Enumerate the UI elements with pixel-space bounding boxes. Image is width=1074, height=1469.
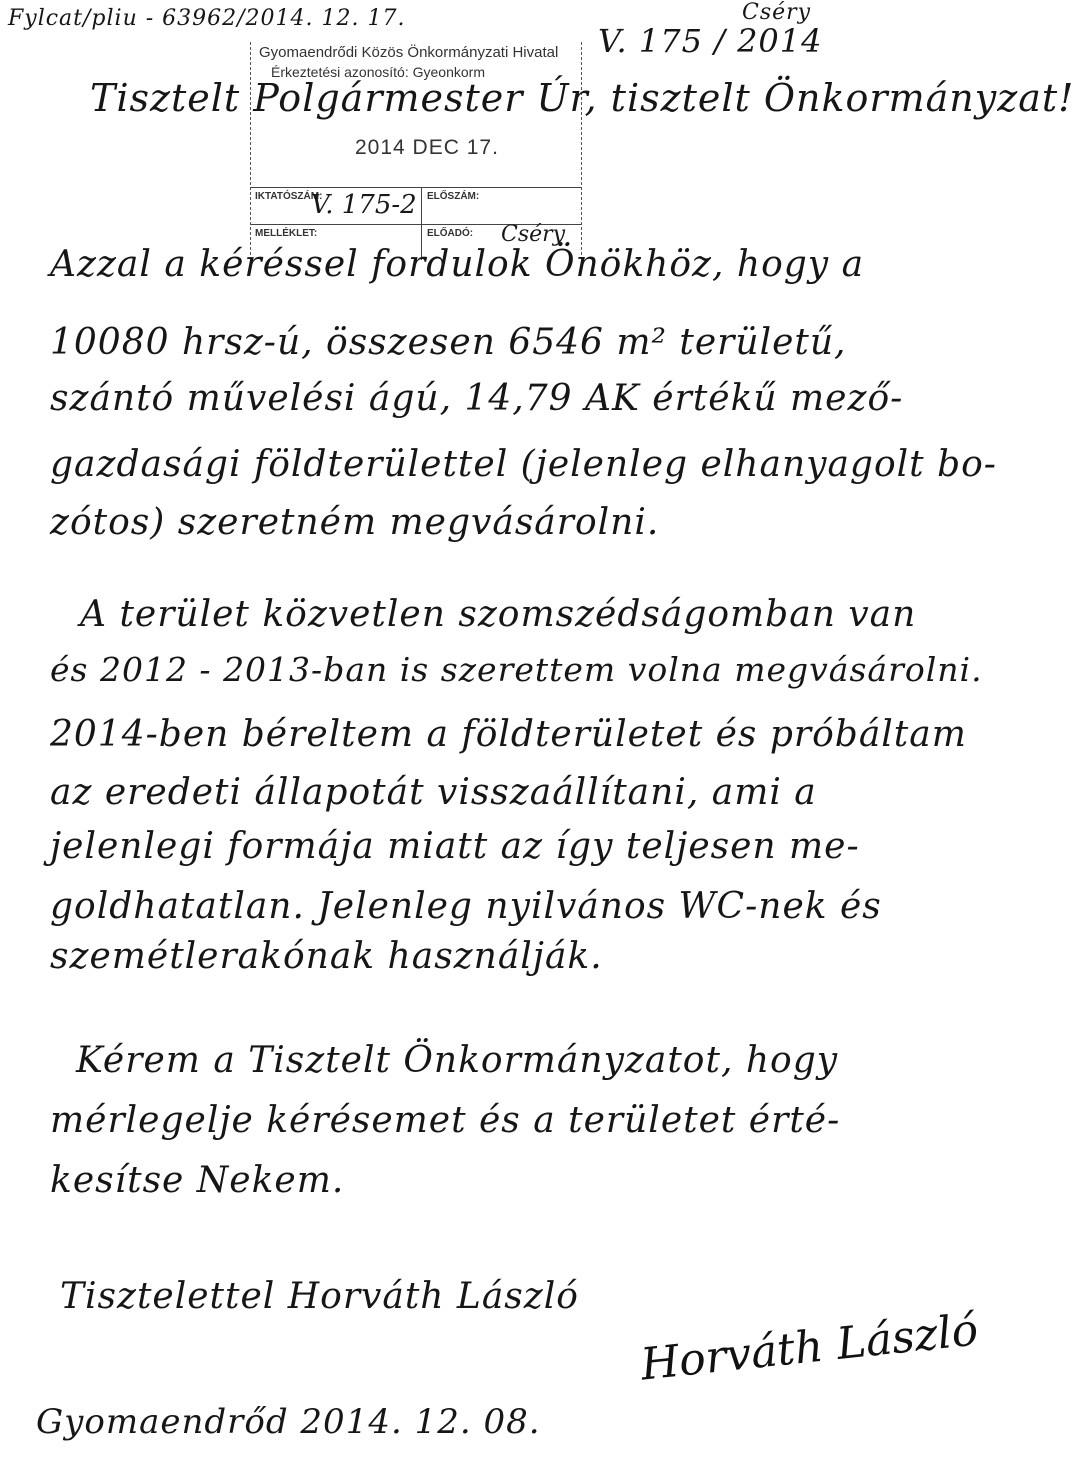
stamp-date: 2014 DEC 17. bbox=[355, 136, 499, 159]
eloado-label: ELŐADÓ: bbox=[427, 228, 474, 239]
closing: Tisztelettel Horváth László bbox=[60, 1276, 579, 1317]
text-line: Azzal a kéréssel fordulok Önökhöz, hogy a bbox=[50, 244, 865, 285]
top-note: Fylcat/pliu - 63962/2014. 12. 17. bbox=[8, 6, 406, 31]
iktatoszam-value: V. 175-2 bbox=[311, 190, 417, 220]
text-line: goldhatatlan. Jelenleg nyilvános WC-nek és bbox=[50, 886, 882, 927]
text-line: mérlegelje kérésemet és a területet érté- bbox=[50, 1100, 841, 1141]
text-line: kesítse Nekem. bbox=[50, 1160, 345, 1201]
signature: Horváth László bbox=[638, 1304, 981, 1391]
iktatoszam-label: IKTATÓSZÁM: bbox=[255, 191, 323, 202]
text-line: és 2012 - 2013-ban is szerettem volna megvásárolni. bbox=[50, 650, 983, 689]
registration-stamp bbox=[250, 42, 582, 260]
text-line: szántó művelési ágú, 14,79 AK értékű mező- bbox=[50, 378, 904, 419]
eloszam-label: ELŐSZÁM: bbox=[427, 191, 480, 202]
text-line: szemétlerakónak használják. bbox=[50, 936, 603, 977]
text-line: A terület közvetlen szomszédságomban van bbox=[80, 594, 917, 635]
text-line: az eredeti állapotát visszaállítani, ami a bbox=[50, 772, 817, 813]
text-line: 10080 hrsz-ú, összesen 6546 m² területű, bbox=[50, 322, 847, 363]
text-line: 2014-ben béreltem a földterületet és próbáltam bbox=[50, 714, 967, 755]
text-line: zótos) szeretném megvásárolni. bbox=[50, 502, 660, 543]
text-line: Kérem a Tisztelt Önkormányzatot, hogy bbox=[76, 1040, 839, 1081]
initials: Cséry bbox=[742, 0, 812, 25]
text-line: gazdasági földterülettel (jelenleg elhanyagolt bo- bbox=[50, 444, 997, 485]
salutation: Tisztelt Polgármester Úr, tisztelt Önkormányzat! bbox=[90, 76, 1074, 120]
melleklet-label: MELLÉKLET: bbox=[255, 228, 318, 239]
registration-number: V. 175 / 2014 bbox=[598, 22, 823, 60]
stamp-id-label: Érkeztetési azonosító: Gyeonkorm bbox=[271, 64, 485, 80]
stamp-office: Gyomaendrődi Közös Önkormányzati Hivatal bbox=[259, 44, 559, 61]
eloado-value: Cséry bbox=[501, 222, 566, 247]
text-line: jelenlegi formája miatt az így teljesen me- bbox=[50, 826, 860, 867]
place-date: Gyomaendrőd 2014. 12. 08. bbox=[36, 1402, 541, 1442]
